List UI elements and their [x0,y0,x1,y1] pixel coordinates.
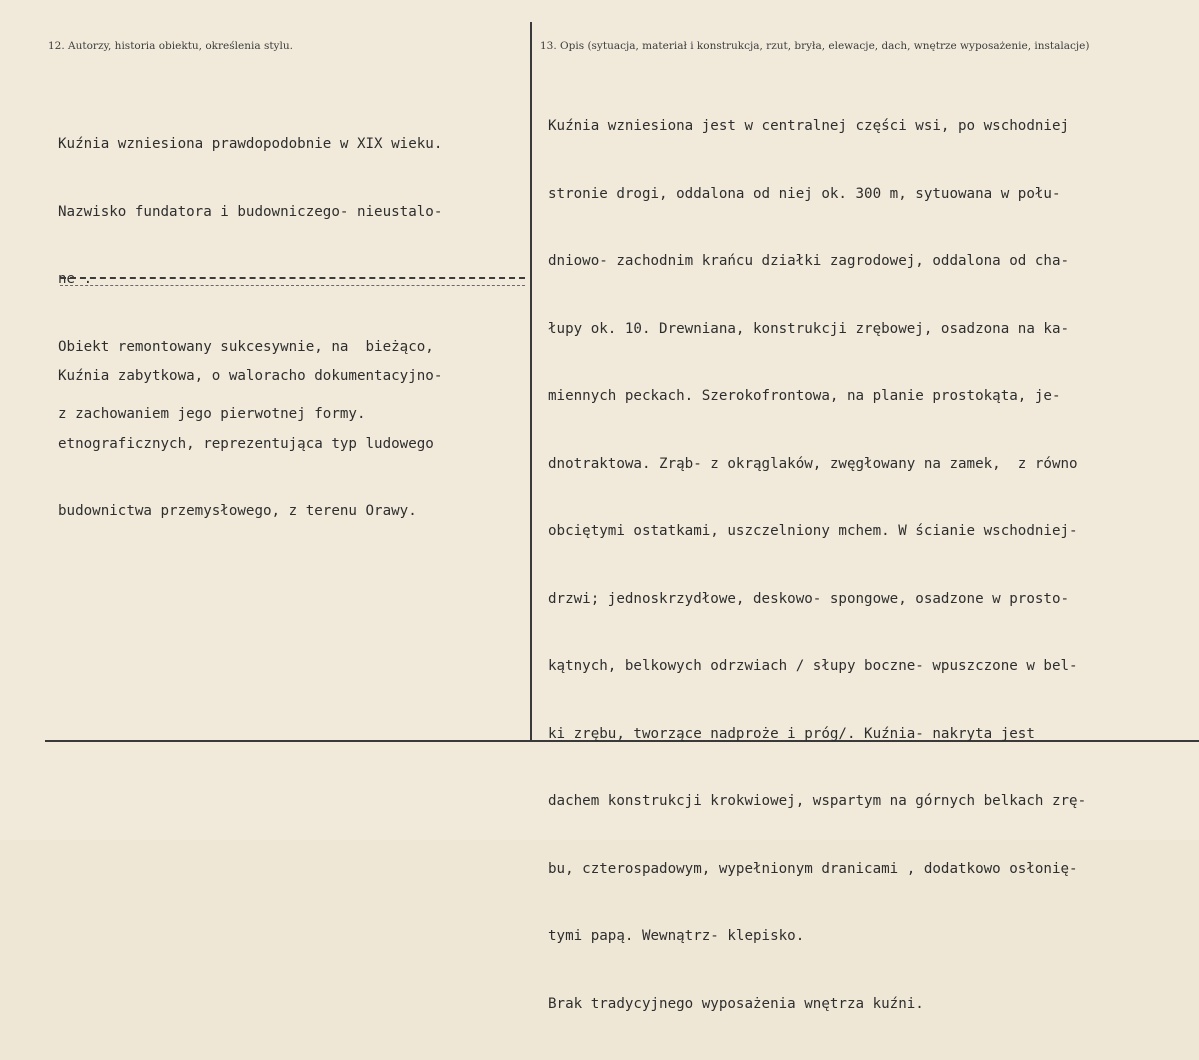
description-line: miennych peckach. Szerokofrontowa, na planie prostokąta, je- [548,388,1061,404]
description-line: dniowo- zachodnim krańcu działki zagrodowej, oddalona od cha- [548,253,1070,269]
description-line: tymi papą. Wewnątrz- klepisko. [548,928,805,944]
column-divider [530,22,532,740]
section-13-header: 13. Opis (sytuacja, materiał i konstrukcja, rzut, bryła, elewacje, dach, wnętrze wyposażenie, instalacje) [540,40,1090,52]
history-line: Obiekt remontowany sukcesywnie, na bieżąco, [58,338,434,355]
description-line: dnotraktowa. Zrąb- z okrąglaków, zwęgłowany na zamek, z równo [548,455,1078,472]
description-line: obciętymi ostatkami, uszczelniony mchem. W ścianie wschodniej- [548,523,1078,539]
description-line: dachem konstrukcji krokwiowej, wspartym na górnych belkach zrę- [548,793,1087,809]
dashed-separator [60,277,525,279]
value-line: etnograficznych, reprezentująca typ ludowego [58,435,434,452]
description-line: łupy ok. 10. Drewniana, konstrukcji zrębowej, osadzona na ka- [548,320,1070,337]
value-text [58,320,442,568]
description-line: drzwi; jednoskrzydłowe, deskowo- spongowe, osadzone w prosto- [548,590,1070,607]
value-line: Kuźnia zabytkowa, o waloracho dokumentacyjno- [58,368,443,384]
description-line: stronie drogi, oddalona od niej ok. 300 m, sytuowana w połu- [548,185,1061,202]
description-line: kątnych, belkowych odrzwiach / słupy boczne- wpuszczone w bel- [548,658,1078,674]
section-12-header: 12. Autorzy, historia obiektu, określenia stylu. [48,40,293,52]
dashed-separator-underline [60,285,525,286]
history-line: z zachowaniem jego pierwotnej formy. [58,406,366,422]
description-text [548,70,1086,1060]
description-line: bu, czterospadowym, wypełnionym dranicami , dodatkowo osłonię- [548,860,1078,877]
description-line: Brak tradycyjnego wyposażenia wnętrza kuźni. [548,995,924,1012]
history-line: ne . [58,271,93,287]
history-line: Nazwisko fundatora i budowniczego- nieustalo- [58,203,443,220]
description-line: Kuźnia wzniesiona jest w centralnej części wsi, po wschodniej [548,118,1070,134]
history-line: Kuźnia wzniesiona prawdopodobnie w XIX wieku. [58,136,443,152]
value-line: budownictwa przemysłowego, z terenu Orawy. [58,503,417,519]
description-line: ki zrębu, tworzące nadproże i próg/. Kuźnia- nakryta jest [548,725,1035,742]
